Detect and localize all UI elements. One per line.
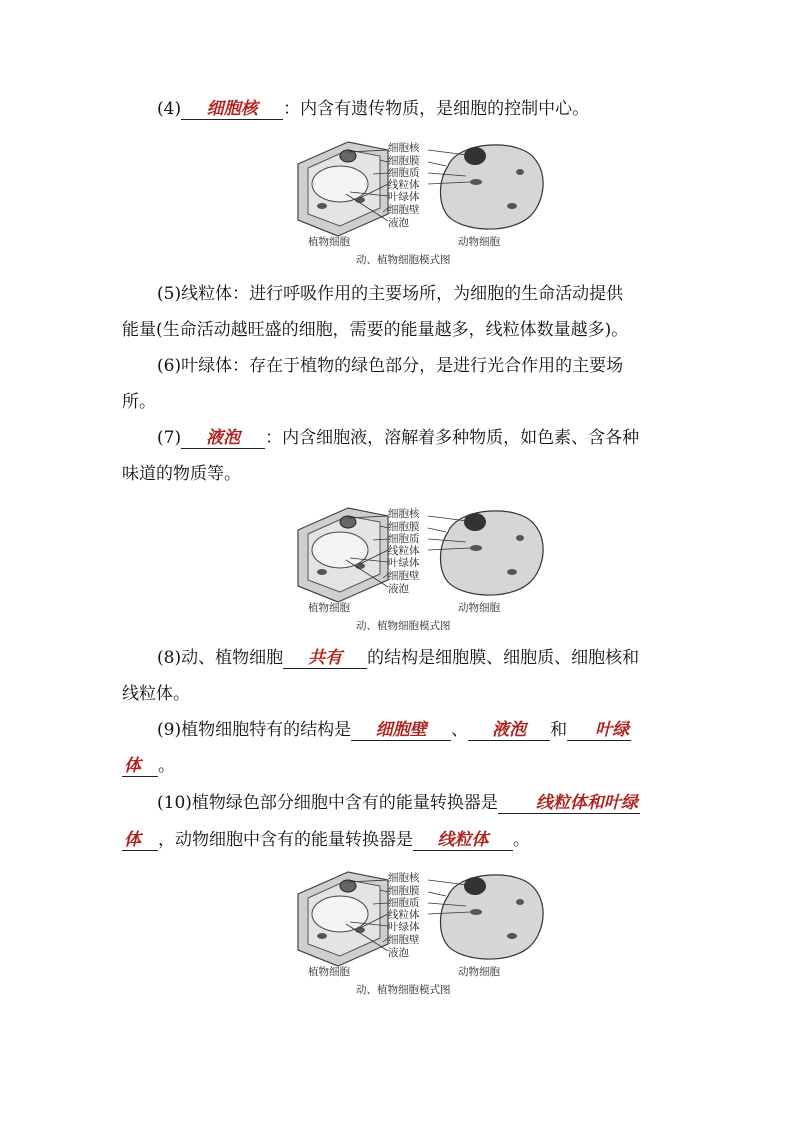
item-5-line-1: (5)线粒体：进行呼吸作用的主要场所，为细胞的生命活动提供 bbox=[157, 284, 624, 304]
item-5-line-2: 能量(生命活动越旺盛的细胞，需要的能量越多，线粒体数量越多)。 bbox=[122, 320, 629, 340]
plant-cell-caption: 植物细胞 bbox=[308, 236, 350, 248]
label-chloroplast: 叶绿体 bbox=[388, 191, 420, 203]
item-10-prefix: (10)植物绿色部分细胞中含有的能量转换器是 bbox=[157, 793, 498, 813]
item-10-answer-1-part-2: 体 bbox=[122, 830, 158, 851]
figure-caption: 动、植物细胞模式图 bbox=[356, 984, 451, 996]
plant-cell-drawing bbox=[298, 142, 388, 236]
item-4 bbox=[157, 98, 717, 120]
plant-cell-caption: 植物细胞 bbox=[308, 602, 350, 614]
label-chloroplast: 叶绿体 bbox=[388, 557, 420, 569]
item-9-answer-3-part-2: 体 bbox=[122, 756, 158, 777]
label-cell-wall: 细胞壁 bbox=[388, 934, 420, 946]
item-7-suffix: ：内含细胞液，溶解着多种物质，如色素、含各种 bbox=[265, 428, 640, 448]
item-7-line-1 bbox=[157, 427, 717, 449]
item-8-answer: 共有 bbox=[283, 648, 367, 669]
label-nucleus: 细胞核 bbox=[388, 142, 420, 154]
figure-caption: 动、植物细胞模式图 bbox=[356, 254, 451, 266]
animal-cell-caption: 动物细胞 bbox=[458, 602, 500, 614]
label-mitochondria: 线粒体 bbox=[388, 909, 420, 921]
item-8-line-1 bbox=[157, 647, 717, 669]
label-cell-wall: 细胞壁 bbox=[388, 570, 420, 582]
animal-cell-caption: 动物细胞 bbox=[458, 966, 500, 978]
cell-diagram-2 bbox=[288, 502, 548, 632]
item-7-answer: 液泡 bbox=[181, 428, 265, 449]
item-10-line-1 bbox=[157, 792, 717, 814]
item-4-answer: 细胞核 bbox=[181, 99, 283, 120]
animal-cell-caption: 动物细胞 bbox=[458, 236, 500, 248]
item-10-answer-1-part-1: 线粒体和叶绿 bbox=[498, 793, 640, 814]
label-nucleus: 细胞核 bbox=[388, 508, 420, 520]
item-7-prefix: (7) bbox=[157, 428, 182, 448]
item-9-answer-1: 细胞壁 bbox=[351, 720, 451, 741]
animal-cell-drawing bbox=[441, 511, 544, 595]
item-6-line-1: (6)叶绿体：存在于植物的绿色部分，是进行光合作用的主要场 bbox=[157, 356, 624, 376]
item-9-end: 。 bbox=[158, 756, 175, 776]
item-9-line-1 bbox=[157, 719, 717, 741]
label-cytoplasm: 细胞质 bbox=[388, 897, 420, 909]
label-nucleus: 细胞核 bbox=[388, 872, 420, 884]
label-cytoplasm: 细胞质 bbox=[388, 167, 420, 179]
item-8-prefix: (8)动、植物细胞 bbox=[157, 648, 284, 668]
item-9-prefix: (9)植物细胞特有的结构是 bbox=[157, 720, 352, 740]
item-10-end: 。 bbox=[513, 830, 530, 850]
item-10-mid: ，动物细胞中含有的能量转换器是 bbox=[158, 830, 413, 850]
item-4-prefix: (4) bbox=[157, 99, 182, 119]
animal-cell-drawing bbox=[441, 875, 544, 959]
item-8-suffix: 的结构是细胞膜、细胞质、细胞核和 bbox=[367, 648, 640, 668]
label-vacuole: 液泡 bbox=[388, 217, 409, 229]
item-9-sep-1: 、 bbox=[451, 720, 469, 740]
item-10-line-2 bbox=[122, 829, 682, 851]
item-8-line-2: 线粒体。 bbox=[122, 684, 190, 704]
label-membrane: 细胞膜 bbox=[388, 521, 420, 533]
label-membrane: 细胞膜 bbox=[388, 155, 420, 167]
plant-cell-caption: 植物细胞 bbox=[308, 966, 350, 978]
plant-cell-drawing bbox=[298, 508, 388, 602]
label-cell-wall: 细胞壁 bbox=[388, 204, 420, 216]
cell-diagram-3 bbox=[288, 866, 548, 996]
cell-diagram-1 bbox=[288, 136, 548, 266]
item-9-line-2 bbox=[122, 755, 682, 777]
item-4-suffix: ：内含有遗传物质，是细胞的控制中心。 bbox=[283, 99, 590, 119]
label-mitochondria: 线粒体 bbox=[388, 179, 420, 191]
item-9-sep-2: 和 bbox=[550, 720, 568, 740]
label-vacuole: 液泡 bbox=[388, 583, 409, 595]
item-10-answer-2: 线粒体 bbox=[413, 830, 513, 851]
label-mitochondria: 线粒体 bbox=[388, 545, 420, 557]
label-chloroplast: 叶绿体 bbox=[388, 921, 420, 933]
label-cytoplasm: 细胞质 bbox=[388, 533, 420, 545]
figure-caption: 动、植物细胞模式图 bbox=[356, 620, 451, 632]
item-9-answer-2: 液泡 bbox=[468, 720, 550, 741]
item-6-line-2: 所。 bbox=[122, 392, 156, 412]
plant-cell-drawing bbox=[298, 872, 388, 966]
label-vacuole: 液泡 bbox=[388, 947, 409, 959]
animal-cell-drawing bbox=[441, 145, 544, 229]
item-9-answer-3-part-1: 叶绿 bbox=[567, 720, 631, 741]
label-membrane: 细胞膜 bbox=[388, 885, 420, 897]
item-7-line-2: 味道的物质等。 bbox=[122, 464, 241, 484]
